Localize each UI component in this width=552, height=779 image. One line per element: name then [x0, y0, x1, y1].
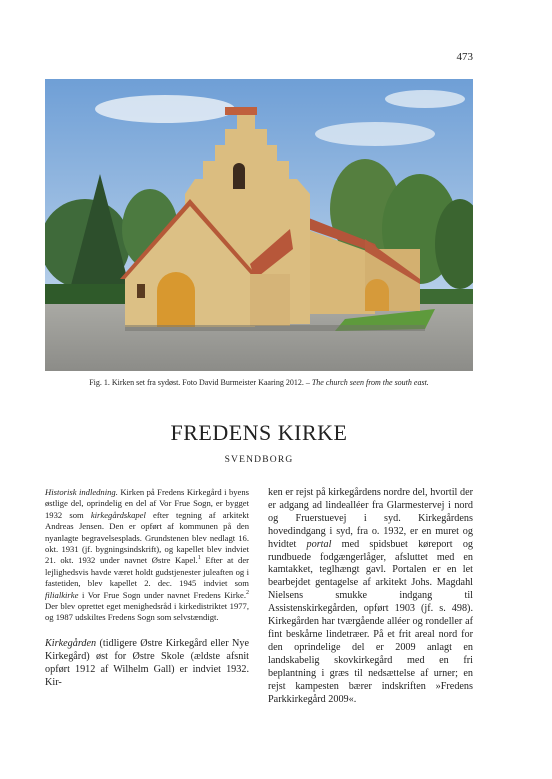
text-run: (tidligere Østre Kirkegård eller Nye Kirkegård) øst for Østre Skole (ældste afsnit opført 1912 af Wilhelm Gall) er indviet 1932. Kir- — [45, 637, 249, 688]
historical-introduction-paragraph — [45, 487, 249, 624]
text-run: Der blev oprettet eget menighedsråd i kirkedistriktet 1977, og 1987 udskiltes Fredens Sogn som selvstændigt. — [45, 601, 249, 623]
left-column — [45, 487, 249, 690]
text-run: efter tegning af arkitekt Andreas Jensen. Den er opført af kommunen på den nyanlagte begravelsesplads. Grundstenen blev nedlagt 16. okt. 1931 (jf. bygningsindskrift), og kapellet blev indviet 21. okt. 1932 under navnet Østre Kapel. — [45, 509, 249, 566]
text-run: i Vor Frue Sogn under navnet Fredens Kirke. — [78, 589, 246, 600]
page-number: 473 — [456, 51, 473, 63]
page-title: FREDENS KIRKE — [170, 420, 348, 445]
term: kirkegårdskapel — [90, 509, 146, 520]
footnote-ref: 1 — [197, 555, 201, 562]
church-photo — [45, 79, 473, 371]
page-subtitle: SVENDBORG — [224, 455, 294, 465]
caption-main: Fig. 1. Kirken set fra sydøst. Foto David Burmeister Kaaring 2012. – — [89, 378, 310, 387]
churchyard-continuation-paragraph — [268, 487, 473, 706]
text-run: Kirken på Fredens Kirkegård i byens østlige del, oprindelig en del af Vor Frue Sogn, er bygget 1932 som — [45, 487, 249, 520]
term: filialkirke — [45, 589, 79, 600]
churchyard-paragraph — [45, 638, 249, 690]
term: portal — [306, 538, 332, 550]
text-run: med spidsbuet køreport og rundbuede fodgængerlåger, afsluttet med en kamtakket, teglhængt gavl. Portalen er en let bearbejdet gentagelse af arkitekt Johs. Magdahl Nielsens smukke indgang til Assistenskirkegården, opført 1903 (jf. s. 498). Kirkegården har tværgående alléer og rondeller af fint beskårne lindetræer. På et frit areal nord for den oprindelige del er 2009 anlagt en landskabelig skovkirkegård med en fri beplantning i græs til nedsættelse af urner; en rejst kampesten bærer indskriften »Fredens Parkkirkegård 2009«. — [268, 538, 474, 705]
text-run: Efter at der lejlighedsvis havde været holdt gudstjenester juleaften og i fastetiden, blev kapellet 2. dec. 1945 indviet som — [45, 555, 249, 589]
footnote-ref: 2 — [246, 589, 249, 596]
right-column — [268, 487, 473, 706]
text-run: ken er rejst på kirkegårdens nordre del, hvortil der er adgang ad lindealléer fra Glarmestervej i nord og Fruerstuevej i syd. Kirkegårdens hovedindgang i syd, fra o. 1932, er en muret og hvidtet — [268, 487, 473, 550]
lead-term: Historisk indledning. — [45, 487, 118, 497]
caption-english: The church seen from the south east. — [311, 378, 429, 387]
photo-caption — [45, 377, 473, 388]
lead-term: Kirkegården — [45, 637, 97, 649]
